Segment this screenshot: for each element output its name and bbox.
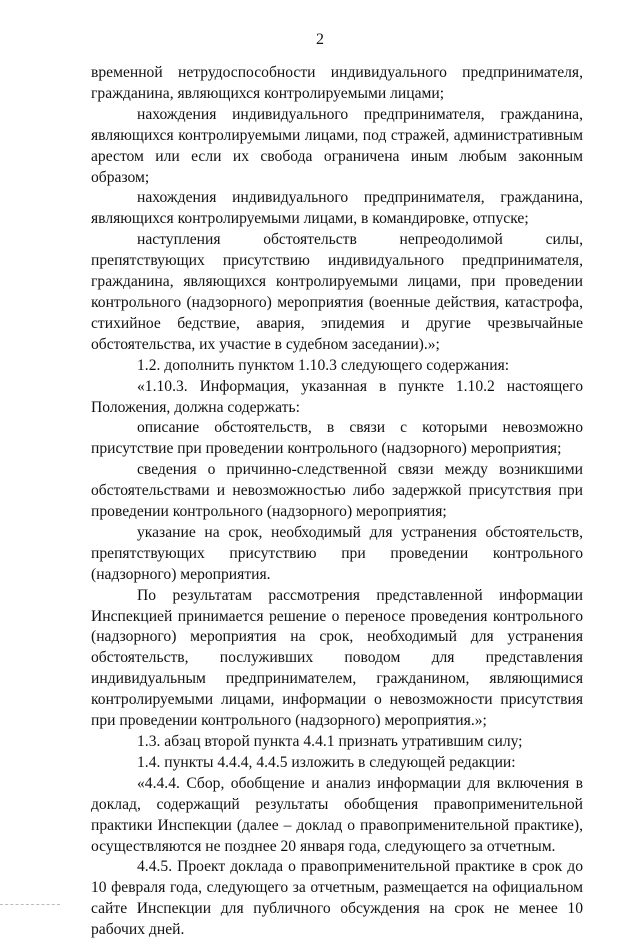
paragraph-deadline: указание на срок, необходимый для устранения обстоятельств, препятствующих присутствию при проведении контрольного (надзорного) мероприятия.	[91, 523, 583, 583]
paragraph-description: описание обстоятельств, в связи с которыми невозможно присутствие при проведении контрольного (надзорного) мероприятия;	[91, 419, 583, 458]
document-body	[91, 63, 583, 941]
scan-edge-mark	[0, 901, 60, 905]
paragraph-force-majeure: наступления обстоятельств непреодолимой силы, препятствующих присутствию индивидуального предпринимателя, гражданина, являющихся контролируемыми лицами, при проведении контрольного (надзорного) мероприятия (военные действия, катастрофа, стихийное бедствие, авария, эпидемия и другие чрезвычайные обстоятельства, их участие в судебном заседании).»;	[91, 231, 583, 353]
paragraph-item-1-3: 1.3. абзац второй пункта 4.4.1 признать утратившим силу;	[137, 733, 523, 750]
paragraph-item-1-10-3: «1.10.3. Информация, указанная в пункте 1.10.2 настоящего Положения, должна содержать:	[91, 377, 583, 416]
page-number: 2	[316, 31, 324, 48]
paragraph-decision: По результатам рассмотрения представленной информации Инспекцией принимается решение о переносе проведения контрольного (надзорного) мероприятия на срок, необходимый для устранения обстоятельств, послуживших поводом для представления индивидуальным предпринимателем, гражданином, являющимися контролируемыми лицами, информации о невозможности присутствия при проведении контрольного (надзорного) мероприятия.»;	[91, 586, 583, 730]
paragraph-temporary-disability: временной нетрудоспособности индивидуального предпринимателя, гражданина, являющихся контролируемыми лицами;	[91, 64, 583, 102]
paragraph-item-4-4-5: 4.4.5. Проект доклада о правоприменительной практике в срок до 10 февраля года, следующего за отчетным, размещается на официальном сайте Инспекции для публичного обсуждения на срок не менее 10 рабочих дней.	[91, 858, 583, 939]
paragraph-causal-link: сведения о причинно-следственной связи между возникшими обстоятельствами и невозможностью либо задержкой присутствия при проведении контрольного (надзорного) мероприятия;	[91, 461, 583, 521]
paragraph-item-1-2: 1.2. дополнить пунктом 1.10.3 следующего содержания:	[137, 356, 510, 374]
paragraph-business-trip: нахождения индивидуального предпринимателя, гражданина, являющихся контролируемыми лицами, в командировке, отпуске;	[91, 189, 583, 228]
paragraph-custody: нахождения индивидуального предпринимателя, гражданина, являющихся контролируемыми лицами, под стражей, административным арестом или если их свобода ограничена иным любым законным образом;	[91, 105, 583, 186]
paragraph-item-1-4: 1.4. пункты 4.4.4, 4.4.5 изложить в следующей редакции:	[137, 753, 516, 771]
paragraph-item-4-4-4: «4.4.4. Сбор, обобщение и анализ информации для включения в доклад, содержащий результаты обобщения правоприменительной практики Инспекции (далее – доклад о правоприменительной практике), осуществляются не позднее 20 января года, следующего за отчетным.	[91, 774, 583, 855]
